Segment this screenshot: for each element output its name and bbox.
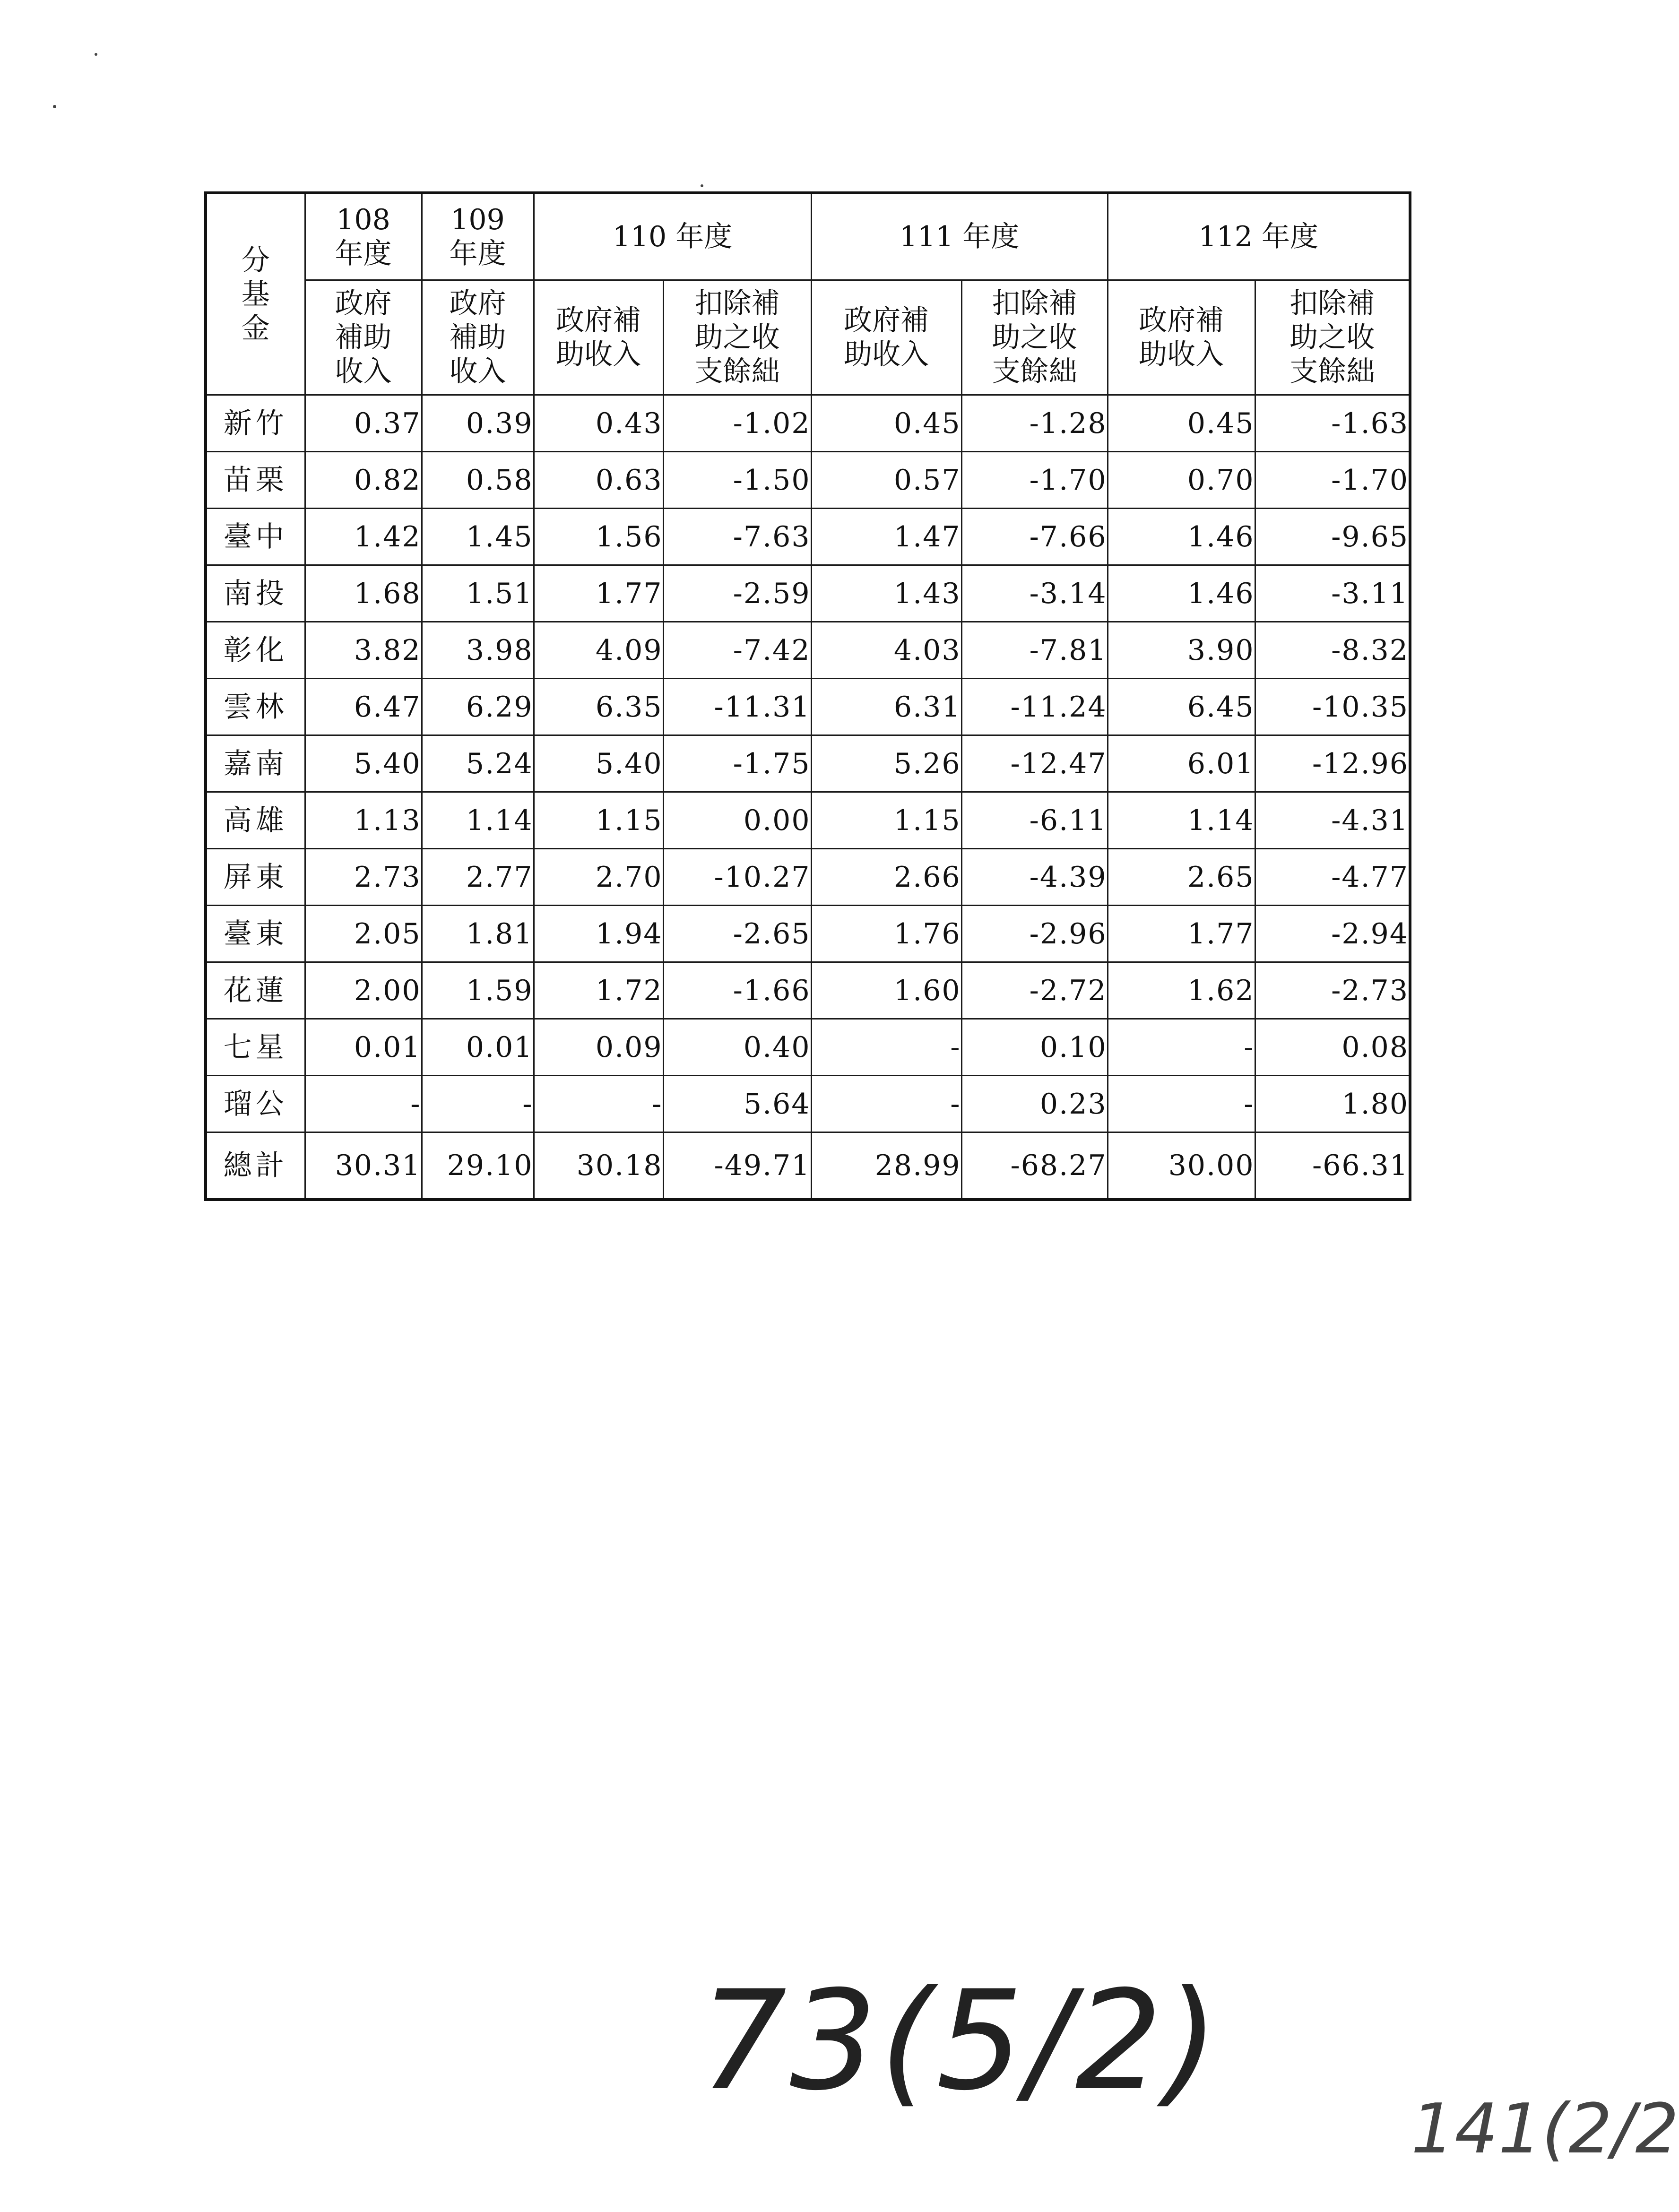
table-cell: -11.31 (663, 679, 811, 735)
table-body (206, 395, 1410, 1132)
table-cell: 3.82 (305, 622, 422, 679)
subheader-109-subsidy: 政府補助收入 (422, 280, 534, 395)
table-cell: 0.08 (1255, 1019, 1410, 1076)
year-header-111: 111 年度 (811, 193, 1108, 280)
table-cell: 0.57 (811, 452, 961, 509)
table-row (206, 1076, 1410, 1132)
table-cell: -2.73 (1255, 962, 1410, 1019)
table-cell: -12.47 (961, 735, 1108, 792)
subheader-110-subsidy: 政府補助收入 (534, 280, 663, 395)
row-label: 臺中 (206, 509, 305, 565)
table-cell: 3.98 (422, 622, 534, 679)
table-row (206, 849, 1410, 906)
table-cell: -7.63 (663, 509, 811, 565)
row-label: 雲林 (206, 679, 305, 735)
subheader-111-subsidy: 政府補助收入 (811, 280, 961, 395)
table-cell: -2.96 (961, 906, 1108, 962)
table-cell: 0.70 (1108, 452, 1255, 509)
row-label: 苗栗 (206, 452, 305, 509)
total-cell: 30.31 (305, 1132, 422, 1200)
table-cell: 0.40 (663, 1019, 811, 1076)
table-cell: -1.50 (663, 452, 811, 509)
table-cell: -4.39 (961, 849, 1108, 906)
total-cell: -66.31 (1255, 1132, 1410, 1200)
total-cell: -68.27 (961, 1132, 1108, 1200)
table-cell: 0.58 (422, 452, 534, 509)
scan-speck (53, 105, 56, 108)
handwritten-corner-number: 141(2/2 (1411, 2089, 1679, 2169)
handwritten-page-number: 73(5/2) (700, 1961, 1222, 2121)
table-cell: 1.42 (305, 509, 422, 565)
table-cell: 1.14 (422, 792, 534, 849)
row-label: 屏東 (206, 849, 305, 906)
total-row (206, 1132, 1410, 1200)
table-cell: - (811, 1019, 961, 1076)
table-cell: 1.46 (1108, 565, 1255, 622)
table-cell: 3.90 (1108, 622, 1255, 679)
table-cell: -2.94 (1255, 906, 1410, 962)
row-label: 彰化 (206, 622, 305, 679)
table-cell: -10.35 (1255, 679, 1410, 735)
table-cell: - (534, 1076, 663, 1132)
row-label: 嘉南 (206, 735, 305, 792)
table-cell: -1.28 (961, 395, 1108, 452)
table-cell: 6.29 (422, 679, 534, 735)
table-row (206, 679, 1410, 735)
table-cell: 1.13 (305, 792, 422, 849)
table-cell: -6.11 (961, 792, 1108, 849)
year-header-110: 110 年度 (534, 193, 811, 280)
table-cell: 0.39 (422, 395, 534, 452)
table-cell: -11.24 (961, 679, 1108, 735)
table-cell: 0.10 (961, 1019, 1108, 1076)
table-cell: 1.94 (534, 906, 663, 962)
table-cell: -2.59 (663, 565, 811, 622)
table-row (206, 565, 1410, 622)
table-cell: 1.77 (534, 565, 663, 622)
table-cell: 0.45 (811, 395, 961, 452)
table-cell: 5.24 (422, 735, 534, 792)
table-cell: -2.72 (961, 962, 1108, 1019)
table-cell: 2.77 (422, 849, 534, 906)
table-cell: -1.02 (663, 395, 811, 452)
row-label: 花蓮 (206, 962, 305, 1019)
table-cell: -1.63 (1255, 395, 1410, 452)
table-cell: 0.43 (534, 395, 663, 452)
table-row (206, 509, 1410, 565)
table-cell: 6.01 (1108, 735, 1255, 792)
table-cell: 1.51 (422, 565, 534, 622)
table-row (206, 735, 1410, 792)
table-cell: 1.56 (534, 509, 663, 565)
table-cell: -4.31 (1255, 792, 1410, 849)
subheader-112-balance: 扣除補助之收支餘絀 (1255, 280, 1410, 395)
row-label: 高雄 (206, 792, 305, 849)
table-cell: 1.59 (422, 962, 534, 1019)
table-cell: 0.01 (422, 1019, 534, 1076)
table-cell: 1.68 (305, 565, 422, 622)
table-cell: -7.42 (663, 622, 811, 679)
table-cell: 2.73 (305, 849, 422, 906)
table-cell: -1.70 (1255, 452, 1410, 509)
total-cell: 30.00 (1108, 1132, 1255, 1200)
table-cell: - (811, 1076, 961, 1132)
table-row (206, 792, 1410, 849)
table-cell: 1.45 (422, 509, 534, 565)
table-cell: - (422, 1076, 534, 1132)
table-cell: 1.60 (811, 962, 961, 1019)
table-cell: 6.45 (1108, 679, 1255, 735)
table-cell: 1.76 (811, 906, 961, 962)
subheader-112-subsidy: 政府補助收入 (1108, 280, 1255, 395)
table-cell: 0.09 (534, 1019, 663, 1076)
table-cell: 0.82 (305, 452, 422, 509)
table-row (206, 395, 1410, 452)
table-cell: 2.05 (305, 906, 422, 962)
scan-speck (95, 53, 97, 56)
total-cell: -49.71 (663, 1132, 811, 1200)
subheader-111-balance: 扣除補助之收支餘絀 (961, 280, 1108, 395)
row-label: 臺東 (206, 906, 305, 962)
total-label: 總計 (206, 1132, 305, 1200)
table-cell: 1.15 (811, 792, 961, 849)
table-cell: 2.70 (534, 849, 663, 906)
total-cell: 30.18 (534, 1132, 663, 1200)
table-cell: - (1108, 1076, 1255, 1132)
table-cell: 1.81 (422, 906, 534, 962)
total-cell: 28.99 (811, 1132, 961, 1200)
table-cell: 5.40 (305, 735, 422, 792)
year-header-109: 109 年度 (422, 193, 534, 280)
table-row (206, 906, 1410, 962)
table-cell: 2.00 (305, 962, 422, 1019)
table-cell: 4.03 (811, 622, 961, 679)
table-cell: - (305, 1076, 422, 1132)
table-cell: 6.47 (305, 679, 422, 735)
fund-subsidy-table (204, 191, 1411, 1201)
table-cell: 5.26 (811, 735, 961, 792)
table-cell: -10.27 (663, 849, 811, 906)
table-cell: -12.96 (1255, 735, 1410, 792)
table-cell: -9.65 (1255, 509, 1410, 565)
corner-header: 分基金 (206, 193, 305, 395)
table-cell: -7.66 (961, 509, 1108, 565)
year-header-112: 112 年度 (1108, 193, 1410, 280)
table-cell: 2.65 (1108, 849, 1255, 906)
table-cell: -1.75 (663, 735, 811, 792)
table-cell: -3.14 (961, 565, 1108, 622)
table-cell: 6.31 (811, 679, 961, 735)
table-cell: 0.45 (1108, 395, 1255, 452)
table-cell: 6.35 (534, 679, 663, 735)
row-label: 南投 (206, 565, 305, 622)
table-cell: 0.00 (663, 792, 811, 849)
table-cell: -1.70 (961, 452, 1108, 509)
row-label: 七星 (206, 1019, 305, 1076)
table-cell: -1.66 (663, 962, 811, 1019)
table-cell: 1.62 (1108, 962, 1255, 1019)
table-cell: 1.72 (534, 962, 663, 1019)
table-cell: -4.77 (1255, 849, 1410, 906)
table-cell: 4.09 (534, 622, 663, 679)
table-cell: 1.15 (534, 792, 663, 849)
table-cell: -3.11 (1255, 565, 1410, 622)
table-cell: 5.64 (663, 1076, 811, 1132)
table-row (206, 962, 1410, 1019)
table-cell: 1.77 (1108, 906, 1255, 962)
table-cell: 0.01 (305, 1019, 422, 1076)
table-cell: - (1108, 1019, 1255, 1076)
row-label: 新竹 (206, 395, 305, 452)
table-cell: 1.47 (811, 509, 961, 565)
table-cell: -7.81 (961, 622, 1108, 679)
table-cell: 0.63 (534, 452, 663, 509)
table-row (206, 452, 1410, 509)
table-cell: 2.66 (811, 849, 961, 906)
table-cell: 0.23 (961, 1076, 1108, 1132)
table-cell: 1.43 (811, 565, 961, 622)
table-cell: 5.40 (534, 735, 663, 792)
table-cell: 0.37 (305, 395, 422, 452)
subheader-110-balance: 扣除補助之收支餘絀 (663, 280, 811, 395)
subheader-108-subsidy: 政府補助收入 (305, 280, 422, 395)
total-cell: 29.10 (422, 1132, 534, 1200)
table-cell: -8.32 (1255, 622, 1410, 679)
table-cell: 1.46 (1108, 509, 1255, 565)
table-row (206, 1019, 1410, 1076)
table-row (206, 622, 1410, 679)
scan-speck (701, 184, 703, 187)
year-header-108: 108 年度 (305, 193, 422, 280)
table-cell: 1.14 (1108, 792, 1255, 849)
row-label: 瑠公 (206, 1076, 305, 1132)
table-cell: -2.65 (663, 906, 811, 962)
table-cell: 1.80 (1255, 1076, 1410, 1132)
